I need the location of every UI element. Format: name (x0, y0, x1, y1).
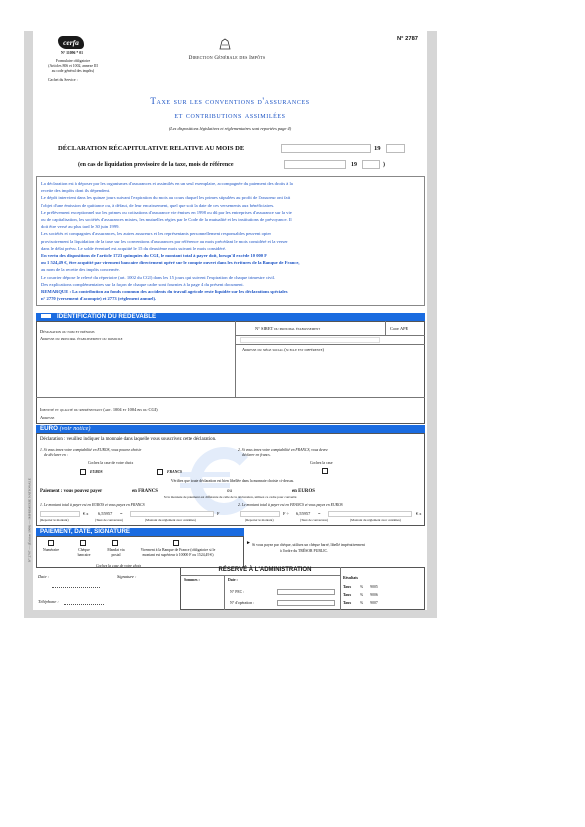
admin-rate-row (343, 585, 423, 590)
notice-line: Le prélèvement exceptionnel sur les primes ou cotisations d'assurance vie émises en 1998 ou dû par les entreprises d'assurance sur la vie (41, 209, 292, 215)
pay-line-2: 2. Le montant total à payer est en FRANCS et vous payez en EUROS (238, 503, 343, 507)
obligation-line-3: au code général des impôts) (51, 69, 95, 73)
amount-label-2c: (Montant du règlement avec centimes) (350, 518, 401, 522)
provisional-month-field[interactable] (284, 160, 346, 169)
euro-title: EURO (40, 425, 58, 432)
declaration-year-label: 19 (374, 145, 381, 152)
phone-label: Téléphone : (38, 599, 59, 604)
notice-line: ou 1 524,49 €, être acquitté par virement bancaire directement opéré sur le compte ouvert dans les écritures de la Banque de France, (41, 260, 300, 266)
title-line-1: Taxe sur les conventions d'assurances (150, 96, 310, 106)
notice-line: La déclaration est à déposer par les organismes d'assurances et assimilés en un seul exemplaire, accompagnée du paiement des droits à la (41, 181, 293, 186)
title-subtitle: (Les dispositions législatives et réglementaires sont reportées page 4) (168, 126, 292, 131)
triangle-icon: ► (246, 541, 251, 546)
pay-line-1: 1. Le montant total à payer est en EUROS et vous payez en FRANCS (40, 503, 145, 507)
notice-line: au nom de la recette des impôts concernée. (41, 267, 120, 273)
admin-rate-code: 9007 (370, 601, 378, 605)
representative-label: Identité et qualité du représentant (art. 1004 et 1004 bis du CGI) (40, 407, 158, 412)
declaration-month-field[interactable] (281, 144, 371, 153)
divider (340, 567, 341, 610)
payment-header: PAIEMENT, DATE, SIGNATURE (36, 528, 244, 536)
provisional-close: ) (383, 162, 385, 168)
divider (224, 575, 225, 610)
notice-line: n° 2770 (versement d'acompte) et 2773 (règlement annuel). (41, 296, 157, 302)
francs-label: FRANCS (167, 470, 182, 474)
admin-date: Date : (228, 578, 238, 582)
divider (235, 344, 425, 345)
signature-label: Signature : (117, 574, 137, 579)
euro-note: (voir notice) (59, 425, 91, 432)
provisional-label: (en cas de liquidation provisoire de la taxe, mois de référence (78, 162, 234, 168)
declaration-label: DÉCLARATION RÉCAPITULATIVE RELATIVE AU MOIS DE (58, 145, 245, 152)
notice-line: l'objet d'une émission de quittance ou, à défaut, de leur encaissement, quel que soit la date de ces versements aux bénéficiaires. (41, 202, 275, 208)
divider (235, 335, 425, 336)
euros-checkbox[interactable] (80, 469, 86, 475)
euros-label: EUROS (90, 470, 103, 474)
franc-result-field[interactable] (130, 511, 214, 517)
admin-sommes: Sommes : (184, 578, 200, 582)
transfer-checkbox[interactable] (173, 540, 179, 546)
euro-option-2a: 2. Si vous tenez votre comptabilité en FRANCS, vous devez (238, 448, 328, 452)
payment-tick-note: Cochez la case de votre choix (96, 564, 142, 568)
provisional-year-field[interactable] (362, 160, 380, 169)
payment-label: Paiement : vous pouvez payer (40, 489, 103, 494)
franc-amount-field[interactable] (240, 511, 280, 517)
tick-choice-label: Cochez la case de votre choix (88, 461, 134, 465)
marianne-icon (218, 37, 232, 51)
cheque-checkbox[interactable] (80, 540, 86, 546)
euro-watermark-bar (180, 472, 230, 477)
amount-label-1c: (Montant du règlement avec centimes) (145, 518, 196, 522)
pay-or-label: ou (227, 489, 232, 494)
admin-rate-pct: % (360, 601, 364, 605)
admin-rate-label: Taux (343, 601, 352, 605)
notice-line: Les sociétés et compagnies d'assurances, les autres assureurs et les représentants personnellement responsables peuvent opter (41, 231, 272, 237)
form-number: N° 2787 (397, 36, 419, 42)
divider (36, 397, 425, 398)
admin-pec: N° PEC : (230, 590, 245, 594)
declaration-year-field[interactable] (386, 144, 405, 153)
postal-order-checkbox[interactable] (112, 540, 118, 546)
notice-line: ou de capitalisation, les sociétés d'assurances mixtes, les mutuelles régies par le Code de la mutualité et les institutions de prévoyance. Il (41, 217, 292, 223)
siret-label: N° SIRET du principal établissement (255, 326, 321, 331)
title-line-2: et contributions assimilées (174, 110, 286, 120)
cheque-note-2: à l'ordre du TRÉSOR PUBLIC. (280, 549, 328, 553)
euro-sign: € x (83, 511, 89, 516)
pay-euros-label: en EUROS (292, 489, 315, 494)
cerfa-logo: cerfa (58, 36, 84, 49)
amount-label-1a: (Reporter le montant) (40, 518, 69, 522)
date-label: Date : (38, 574, 50, 579)
euro-option-2b: déclarer en francs. (242, 453, 271, 457)
rate-value-1: 6,55957 (98, 511, 113, 516)
directorate-name: Direction Générale des Impôts (188, 55, 266, 61)
obligation-line-1: Formulaire obligatoire (55, 59, 91, 63)
notice-line: Le dépôt intervient dans les quinze jours suivant l'expiration du mois au cours duquel les primes stipulées au profit de l'assureur ont fait (41, 195, 291, 201)
euro-result-field[interactable] (328, 511, 412, 517)
admin-title: RÉSERVÉ À L'ADMINISTRATION (218, 567, 312, 573)
equals-sign-2: = (318, 511, 321, 516)
euro-result-sign: € x (416, 511, 422, 516)
method-cheque: Chèque bancaire (77, 548, 91, 557)
seat-address-label: Adresse du siège social (si elle est différente) (242, 347, 324, 352)
admin-rate-pct: % (360, 585, 364, 589)
francs-only-checkbox[interactable] (322, 468, 328, 474)
notice-line: dans le délai prévu. Le solde éventuel est acquitté le 15 du deuxième mois suivant le mois considéré. (41, 245, 227, 251)
notice-text (41, 180, 422, 302)
euro-option-1a: 1. Si vous tenez votre comptabilité en EUROS, vous pouvez choisir (40, 448, 142, 452)
admin-operation-field[interactable] (277, 600, 335, 606)
identification-title: IDENTIFICATION DU REDEVABLE (57, 313, 157, 320)
tick-box-label: Cochez la case (310, 461, 333, 465)
representative-address-label: Adresse (40, 415, 55, 420)
amount-label-2b: (Taux de conversion) (300, 518, 328, 522)
notice-line: REMARQUE : La contribution au fonds commun des accidents du travail agricole reste liquidée sur les déclarations spéciales (41, 289, 288, 295)
phone-field[interactable] (64, 604, 104, 605)
amount-label-1b: (Taux de conversion) (95, 518, 123, 522)
divider (385, 321, 386, 335)
verify-text: Vérifiez que toute déclaration est bien libellée dans la monnaie choisie ci-dessus. (170, 479, 295, 483)
cash-checkbox[interactable] (48, 540, 54, 546)
cerfa-number: N° 11096 * 01 (60, 51, 84, 55)
method-transfer: Virement à la Banque de France (obligatoire si le montant est supérieur à 10000 F ou 1524,49 €) (140, 548, 216, 557)
euro-declaration-text: Déclaration : veuillez indiquer la monnaie dans laquelle vous souscrivez cette déclaration. (40, 437, 217, 442)
notice-line: doit être versé au plus tard le 30 juin 1999. (41, 224, 120, 230)
amount-label-2a: (Reporter le montant) (245, 518, 274, 522)
notice-line: provisoirement la liquidation de la taxe sur les conventions d'assurances par référence au mois précédant le mois considéré et la verser (41, 238, 288, 244)
address-label: Adresse du principal établissement ou domicile (40, 336, 123, 341)
siret-field[interactable] (240, 337, 380, 343)
provisional-year-label: 19 (351, 162, 357, 168)
name-label: Désignation ou nom et prénoms (40, 329, 95, 334)
date-field[interactable] (52, 587, 100, 588)
franc-sign: F (217, 511, 220, 516)
identification-header (36, 313, 425, 321)
method-postal: Mandat via postal (107, 548, 125, 557)
ape-label: Code APE (390, 326, 409, 331)
admin-rate-label: Taux (343, 593, 352, 597)
euro-amount-field[interactable] (40, 511, 80, 517)
admin-rate-code: 9005 (370, 585, 378, 589)
divider (235, 321, 236, 397)
admin-rate-label: Taux (343, 585, 352, 589)
notice-line: recette des impôts dont ils dépendent. (41, 188, 111, 194)
admin-rate-pct: % (360, 593, 364, 597)
admin-rate-row (343, 593, 423, 598)
equals-sign-1: = (120, 511, 123, 516)
admin-results: Résultats (343, 576, 358, 580)
side-text: N° 2787 — (Édition 1999) — IMPRIMERIE NATIONALE (27, 478, 32, 563)
francs-checkbox[interactable] (157, 469, 163, 475)
notice-line: En vertu des dispositions de l'article 1723 quinquies du CGI, le montant total à payer doit, lorsqu'il excède 10 000 F (41, 253, 268, 259)
euro-watermark-bar (180, 483, 230, 488)
notice-line: Le courrier dépose le relevé du répertoire (art. 1002 du CGI) dans les 15 jours qui suivent l'expiration de chaque trimestre civil. (41, 274, 276, 280)
mixed-note: Si la monnaie de paiement est différente de celle de la déclaration, utilisez ce cadre pour convertir. (163, 495, 298, 499)
rate-value-2: 6,55957 (296, 511, 311, 516)
franc-div-sign: F ÷ (283, 511, 289, 516)
euro-option-1b: de déclarer en : (44, 453, 69, 457)
notice-line: Des explications complémentaires sur la façon de chaque cadre sont fournies à la page 4 du présent document. (41, 281, 244, 287)
method-cash: Numéraire (42, 548, 60, 552)
divider (180, 575, 340, 576)
cachet-label: Cachet du Service : (48, 78, 78, 82)
admin-rate-code: 9006 (370, 593, 378, 597)
euro-header (36, 425, 425, 433)
pay-francs-label: en FRANCS (132, 489, 158, 494)
cheque-note-1: Si vous payez par chèque, utilisez un chèque barré, libellé impérativement (252, 543, 365, 547)
admin-operation: N° d'opération : (230, 601, 255, 605)
obligation-line-2: (Articles 806 et 1002, annexe III (48, 64, 98, 68)
admin-rate-row (343, 601, 423, 606)
admin-pec-field[interactable] (277, 589, 335, 595)
